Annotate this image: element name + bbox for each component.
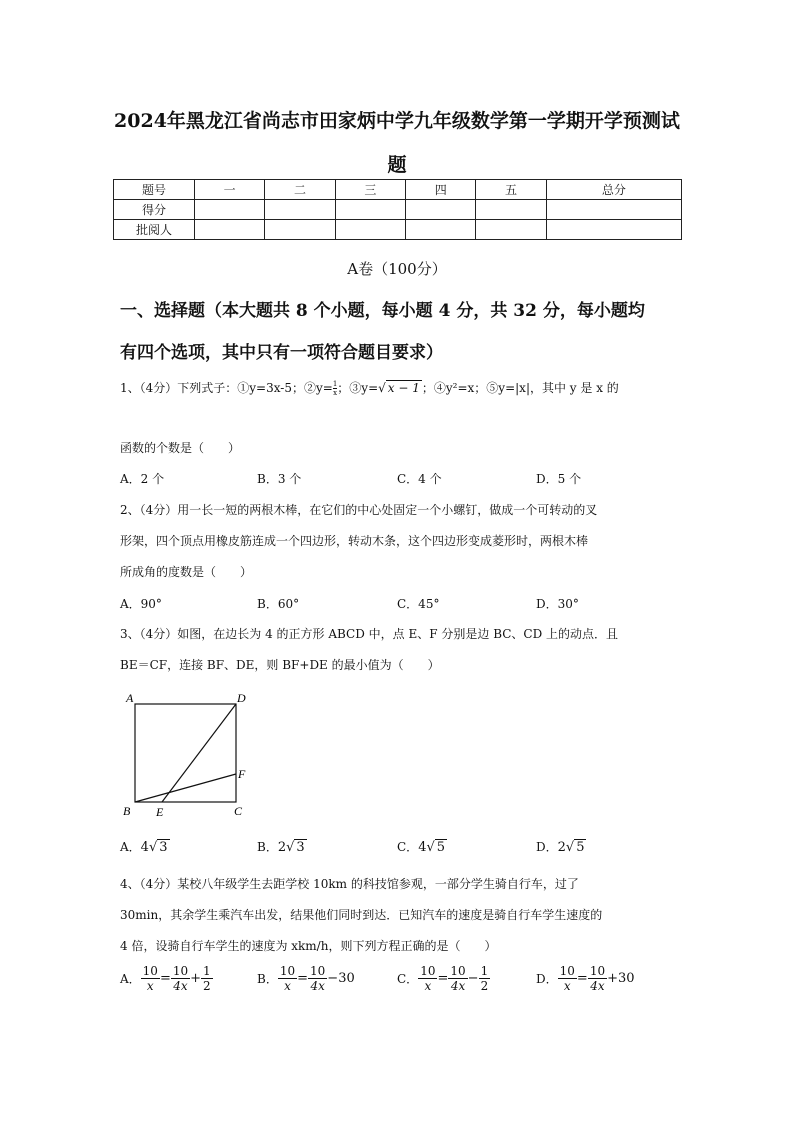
q4-option-b bbox=[257, 964, 355, 993]
row-label: 批阅人 bbox=[114, 220, 195, 240]
square-abcd bbox=[135, 704, 236, 802]
fraction bbox=[201, 964, 213, 993]
q2-option-b: B．60° bbox=[257, 597, 300, 611]
q4-option-c-letter: C． bbox=[397, 972, 419, 986]
reviewer-cell bbox=[546, 220, 681, 240]
q4-option-a bbox=[120, 964, 213, 993]
q3-option-d-radicand: 5 bbox=[576, 840, 585, 855]
equals-sign: = bbox=[159, 971, 171, 986]
fraction bbox=[588, 964, 607, 993]
question-2-line2: 形架，四个顶点用橡皮筋连成一个四边形，转动木条，这个四边形变成菱形时，两根木棒 bbox=[120, 534, 589, 548]
section-heading-line1: 一、选择题（本大题共 8 个小题，每小题 4 分，共 32 分，每小题均 bbox=[120, 301, 645, 321]
volume-title: A卷（100分） bbox=[347, 260, 447, 278]
denominator: 2 bbox=[480, 979, 489, 993]
header-cell: 一 bbox=[195, 180, 265, 200]
row-label: 得分 bbox=[114, 200, 195, 220]
q3-option-c-radicand: 5 bbox=[436, 840, 446, 855]
fraction bbox=[558, 964, 577, 993]
q3-option-c-coef: 4 bbox=[418, 840, 427, 855]
score-table bbox=[113, 179, 682, 240]
fraction bbox=[171, 964, 190, 993]
sqrt-icon: √ bbox=[148, 840, 158, 855]
tail-term: −30 bbox=[327, 971, 355, 986]
header-cell: 总分 bbox=[546, 180, 681, 200]
reviewer-cell bbox=[406, 220, 476, 240]
q4-option-b-letter: B． bbox=[257, 972, 278, 986]
numerator: 10 bbox=[559, 964, 575, 978]
question-4-line3: 4 倍，设骑自行车学生的速度为 xkm/h，则下列方程正确的是（ ） bbox=[120, 939, 497, 953]
fraction bbox=[278, 964, 297, 993]
q3-option-a-letter: A． bbox=[120, 840, 141, 854]
score-cell bbox=[195, 200, 265, 220]
equals-sign: = bbox=[297, 971, 309, 986]
q4-option-c bbox=[397, 964, 490, 993]
q3-option-c-letter: C． bbox=[397, 840, 419, 854]
label-f: F bbox=[238, 767, 246, 781]
section-heading-line2: 有四个选项，其中只有一项符合题目要求） bbox=[120, 343, 443, 363]
sqrt-icon: √ bbox=[426, 840, 435, 855]
q1-part3: ；③y= bbox=[337, 381, 379, 395]
score-cell bbox=[546, 200, 681, 220]
q1-option-b: B．3 个 bbox=[257, 472, 302, 486]
numerator: 10 bbox=[172, 964, 189, 978]
fraction bbox=[418, 964, 437, 993]
fraction bbox=[308, 964, 327, 993]
header-cell: 五 bbox=[476, 180, 546, 200]
q3-option-d-letter: D． bbox=[536, 840, 558, 854]
question-2-line1: 2、（4分）用一长一短的两根木棒，在它们的中心处固定一个小螺钉，做成一个可转动的叉 bbox=[120, 503, 598, 517]
operator: − bbox=[467, 971, 479, 986]
label-a: A bbox=[126, 691, 134, 705]
q1-option-a: A．2 个 bbox=[120, 472, 165, 486]
label-b: B bbox=[123, 804, 131, 818]
q3-option-c bbox=[397, 838, 447, 855]
reviewer-cell bbox=[476, 220, 546, 240]
header-cell: 三 bbox=[335, 180, 405, 200]
q4-option-d-letter: D． bbox=[536, 972, 558, 986]
denominator: 4x bbox=[450, 979, 466, 993]
question-2-line3: 所成角的度数是（ ） bbox=[120, 565, 253, 579]
sqrt-icon: √ bbox=[286, 840, 295, 855]
denominator: 2 bbox=[203, 979, 211, 993]
q3-option-a-radicand: 3 bbox=[159, 840, 168, 855]
q1-prefix: 1、（4分）下列式子：①y=3x-5；②y= bbox=[120, 381, 333, 395]
question-3-line1: 3、（4分）如图，在边长为 4 的正方形 ABCD 中，点 E、F 分别是边 BC、CD 上的动点．且 bbox=[120, 627, 619, 641]
question-3-line2: BE＝CF，连接 BF、DE，则 BF+DE 的最小值为（ ） bbox=[120, 658, 440, 672]
score-table-header-row bbox=[114, 180, 682, 200]
numerator: 10 bbox=[279, 964, 296, 978]
exam-title-line2: 题 bbox=[387, 154, 407, 176]
q4-option-a-letter: A． bbox=[120, 972, 141, 986]
reviewer-cell bbox=[195, 220, 265, 240]
label-c: C bbox=[234, 804, 243, 818]
q1-frac-den: x bbox=[333, 389, 338, 397]
q3-option-b-letter: B． bbox=[257, 840, 278, 854]
q1-part4: ；④y²=x；⑤y=|x|，其中 y 是 x 的 bbox=[421, 381, 619, 395]
q3-option-b-radicand: 3 bbox=[296, 840, 305, 855]
equals-sign: = bbox=[576, 971, 588, 986]
q3-option-d-coef: 2 bbox=[557, 840, 566, 855]
header-cell: 四 bbox=[406, 180, 476, 200]
operator: + bbox=[190, 971, 202, 986]
reviewer-cell bbox=[265, 220, 335, 240]
denominator: 4x bbox=[590, 979, 605, 993]
numerator: 10 bbox=[310, 964, 326, 978]
score-cell bbox=[335, 200, 405, 220]
q3-option-a bbox=[120, 838, 170, 855]
denominator: x bbox=[563, 979, 571, 993]
question-1-line1 bbox=[120, 380, 619, 397]
segment-bf bbox=[135, 774, 236, 802]
header-cell: 题号 bbox=[114, 180, 195, 200]
denominator: 4x bbox=[310, 979, 325, 993]
score-cell bbox=[265, 200, 335, 220]
header-cell: 二 bbox=[265, 180, 335, 200]
segment-de bbox=[162, 704, 236, 802]
q1-frac-num: 1 bbox=[332, 380, 338, 388]
equals-sign: = bbox=[437, 971, 449, 986]
sqrt-icon: √ bbox=[565, 840, 575, 855]
q1-sqrt-content: x − 1 bbox=[387, 381, 420, 395]
score-row bbox=[114, 200, 682, 220]
numerator: 10 bbox=[450, 964, 466, 978]
q1-option-c: C．4 个 bbox=[397, 472, 442, 486]
question-4-line2: 30min，其余学生乘汽车出发，结果他们同时到达．已知汽车的速度是骑自行车学生速度的 bbox=[120, 908, 603, 922]
q3-option-b-coef: 2 bbox=[277, 840, 287, 855]
q2-option-d: D．30° bbox=[536, 597, 579, 611]
denominator: 4x bbox=[173, 979, 188, 993]
fraction bbox=[141, 964, 160, 993]
numerator: 10 bbox=[420, 964, 436, 978]
question-1-line2: 函数的个数是（ ） bbox=[120, 441, 241, 455]
label-d: D bbox=[237, 691, 246, 705]
reviewer-row bbox=[114, 220, 682, 240]
denominator: x bbox=[146, 979, 154, 993]
tail-term: +30 bbox=[607, 971, 635, 986]
score-cell bbox=[406, 200, 476, 220]
denominator: x bbox=[424, 979, 432, 993]
reviewer-cell bbox=[335, 220, 405, 240]
numerator: 1 bbox=[480, 964, 489, 978]
q2-option-a: A．90° bbox=[120, 597, 162, 611]
exam-title-line1: 2024年黑龙江省尚志市田家炳中学九年级数学第一学期开学预测试 bbox=[114, 110, 680, 132]
denominator: x bbox=[284, 979, 291, 993]
q1-option-d: D．5 个 bbox=[536, 472, 582, 486]
q3-option-b bbox=[257, 838, 307, 855]
label-e: E bbox=[156, 805, 164, 819]
q2-option-c: C．45° bbox=[397, 597, 440, 611]
fraction bbox=[479, 964, 491, 993]
q3-option-d bbox=[536, 838, 586, 855]
q4-option-d bbox=[536, 964, 635, 993]
question-4-line1: 4、（4分）某校八年级学生去距学校 10km 的科技馆参观，一部分学生骑自行车，过了 bbox=[120, 877, 579, 891]
numerator: 10 bbox=[142, 964, 158, 978]
numerator: 10 bbox=[589, 964, 606, 978]
numerator: 1 bbox=[203, 964, 211, 978]
q3-option-a-coef: 4 bbox=[140, 840, 149, 855]
square-figure bbox=[118, 688, 258, 823]
sqrt-icon: √ bbox=[378, 381, 386, 395]
score-cell bbox=[476, 200, 546, 220]
fraction bbox=[448, 964, 467, 993]
